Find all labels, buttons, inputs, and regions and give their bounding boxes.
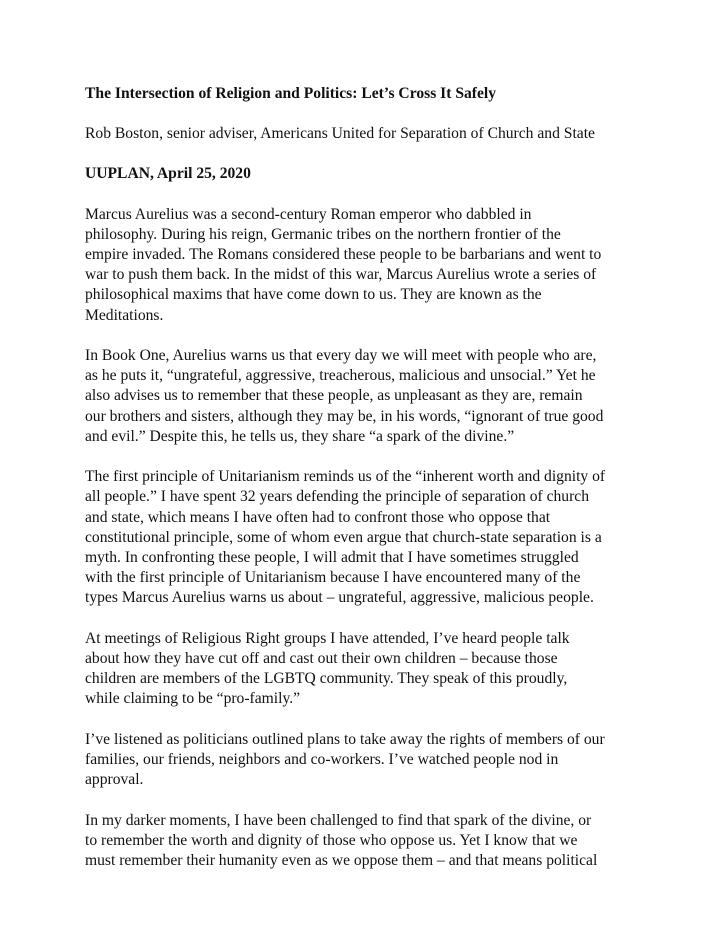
paragraph-line: also advises us to remember that these people, as unpleasant as they are, remain — [85, 387, 583, 405]
paragraph-line: philosophical maxims that have come down to us. They are known as the — [85, 286, 542, 304]
paragraph-line: types Marcus Aurelius warns us about – ungrateful, aggressive, malicious people. — [85, 589, 594, 607]
paragraph-line: philosophy. During his reign, Germanic tribes on the northern frontier of the — [85, 225, 561, 243]
paragraph-line: while claiming to be “pro-family.” — [85, 690, 301, 708]
paragraph-line: war to push them back. In the midst of this war, Marcus Aurelius wrote a series of — [85, 266, 597, 284]
paragraph-5 — [85, 730, 645, 791]
paragraph-2 — [85, 346, 645, 447]
paragraph-line: our brothers and sisters, although they may be, in his words, “ignorant of true good — [85, 407, 604, 425]
paragraph-line: and evil.” Despite this, he tells us, they share “a spark of the divine.” — [85, 427, 515, 445]
paragraph-line: constitutional principle, some of whom even argue that church-state separation is a — [85, 528, 602, 546]
paragraph-line: and state, which means I have often had to confront those who oppose that — [85, 508, 551, 526]
paragraph-line: approval. — [85, 771, 144, 789]
paragraph-line: The first principle of Unitarianism reminds us of the “inherent worth and dignity of — [85, 468, 606, 486]
paragraph-1 — [85, 205, 645, 326]
author-line: Rob Boston, senior adviser, Americans United for Separation of Church and State — [85, 125, 595, 143]
paragraph-line: all people.” I have spent 32 years defending the principle of separation of church — [85, 488, 590, 506]
paragraph-line: In my darker moments, I have been challenged to find that spark of the divine, or — [85, 811, 592, 829]
paragraph-line: myth. In confronting these people, I will admit that I have sometimes struggled — [85, 549, 579, 567]
paragraph-line: At meetings of Religious Right groups I have attended, I’ve heard people talk — [85, 629, 570, 647]
paragraph-line: empire invaded. The Romans considered these people to be barbarians and went to — [85, 246, 602, 264]
paragraph-line: families, our friends, neighbors and co-workers. I’ve watched people nod in — [85, 751, 559, 769]
document-title: The Intersection of Religion and Politics: Let’s Cross It Safely — [85, 85, 497, 102]
paragraph-line: to remember the worth and dignity of those who oppose us. Yet I know that we — [85, 831, 578, 849]
document-body — [85, 84, 645, 891]
paragraph-line: children are members of the LGBTQ community. They speak of this proudly, — [85, 670, 568, 688]
paragraph-line: with the first principle of Unitarianism because I have encountered many of the — [85, 569, 581, 587]
paragraph-line: In Book One, Aurelius warns us that every day we will meet with people who are, — [85, 347, 597, 365]
paragraph-4 — [85, 629, 645, 710]
paragraph-line: as he puts it, “ungrateful, aggressive, treacherous, malicious and unsocial.” Yet he — [85, 367, 596, 385]
paragraph-6 — [85, 811, 645, 872]
paragraph-line: Marcus Aurelius was a second-century Roman emperor who dabbled in — [85, 205, 532, 223]
paragraph-line: I’ve listened as politicians outlined plans to take away the rights of members of our — [85, 730, 605, 748]
paragraph-line: Meditations. — [85, 306, 164, 324]
paragraph-line: about how they have cut off and cast out their own children – because those — [85, 650, 558, 668]
event-date-line: UUPLAN, April 25, 2020 — [85, 165, 251, 183]
paragraph-3 — [85, 467, 645, 608]
paragraph-line: must remember their humanity even as we oppose them – and that means political — [85, 852, 598, 870]
